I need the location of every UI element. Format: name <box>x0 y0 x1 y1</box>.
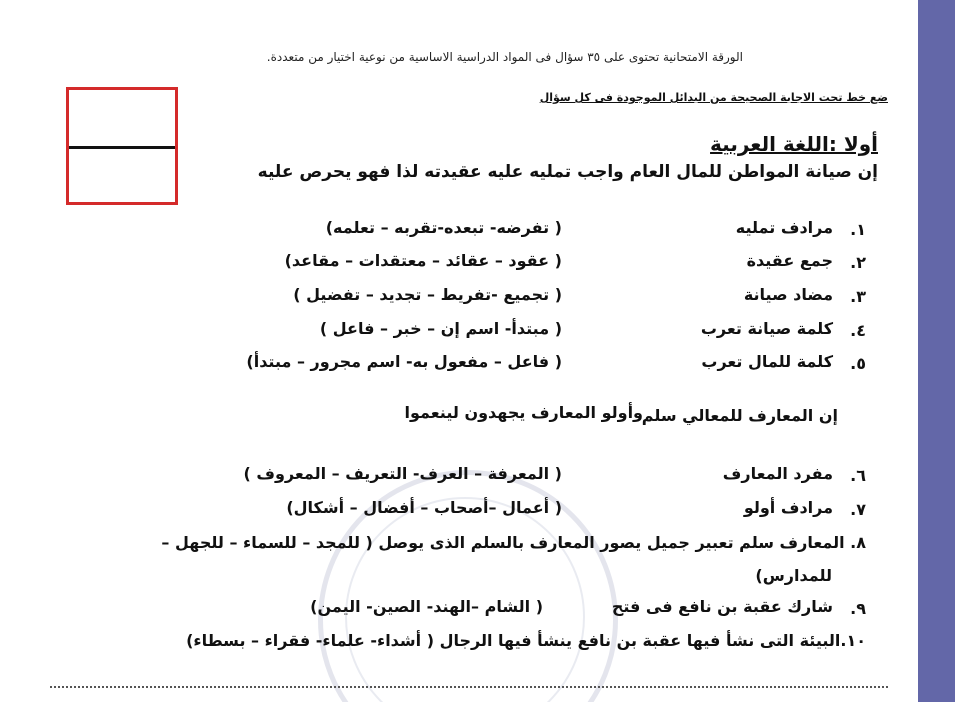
question-label: مرادف تمليه <box>735 218 833 237</box>
dotted-separator <box>50 686 888 688</box>
question-options[interactable]: ( تفرضه- تبعده-تقربه – تعلمه) <box>325 218 562 237</box>
intro-text: الورقة الامتحانية تحتوى على ٣٥ سؤال فى المواد الدراسية الاساسية من نوعية اختيار من متعددة. <box>266 50 743 64</box>
question-number: ٩. <box>850 599 866 618</box>
question-number: ٢. <box>850 253 866 272</box>
question-label: مفرد المعارف <box>722 464 833 483</box>
poem-first-half: إن المعارف للمعالي سلم <box>641 406 838 425</box>
grade-box <box>66 87 178 205</box>
question-number: ٧. <box>850 500 866 519</box>
question-number: ٤. <box>850 321 866 340</box>
question-options[interactable]: ( مبتدأ- اسم إن – خبر – فاعل ) <box>319 319 562 338</box>
question-label: مرادف أولو <box>743 498 833 517</box>
question-label: جمع عقيدة <box>746 251 833 270</box>
grade-box-divider <box>69 146 175 149</box>
question-label: كلمة صيانة تعرب <box>700 319 833 338</box>
question-label: شارك عقبة بن نافع فى فتح <box>611 597 833 616</box>
question-8-line-2: للمدارس) <box>755 566 832 585</box>
question-number: ٦. <box>850 466 866 485</box>
question-10[interactable]: ١٠.البيئة التى نشأ فيها عقبة بن نافع ينشأ فيها الرجال ( أشداء- علماء- فقراء – بسطاء) <box>186 631 866 650</box>
question-label: كلمة للمال تعرب <box>701 352 833 371</box>
question-options[interactable]: ( عقود – عقائد – معتقدات – مقاعد) <box>284 251 562 270</box>
question-options[interactable]: ( تجميع -تفريط – تجديد – تفضيل ) <box>293 285 562 304</box>
lead-sentence: إن صيانة المواطن للمال العام واجب تمليه عليه عقيدته لذا فهو يحرص عليه <box>257 162 878 182</box>
question-options[interactable]: ( فاعل – مفعول به- اسم مجرور – مبتدأ) <box>246 352 562 371</box>
question-options[interactable]: ( الشام –الهند- الصين- اليمن) <box>310 597 543 616</box>
question-number: ٣. <box>850 287 866 306</box>
poem-second-half: وأولو المعارف يجهدون لينعموا <box>404 403 643 422</box>
instruction-text: ضع خط تحت الاجابة الصحيحة من البدائل الموجودة فى كل سؤال <box>539 91 888 104</box>
question-8-line-1[interactable]: ٨. المعارف سلم تعبير جميل يصور المعارف بالسلم الذى يوصل ( للمجد – للسماء – للجهل – <box>161 533 866 552</box>
question-number: ١. <box>850 220 866 239</box>
question-number: ٥. <box>850 354 866 373</box>
question-options[interactable]: ( المعرفة – العرف- التعريف – المعروف ) <box>243 464 562 483</box>
question-options[interactable]: ( أعمال –أصحاب – أفضال – أشكال) <box>286 498 562 517</box>
section-title: أولا :اللغة العربية <box>710 132 878 156</box>
question-label: مضاد صيانة <box>743 285 833 304</box>
